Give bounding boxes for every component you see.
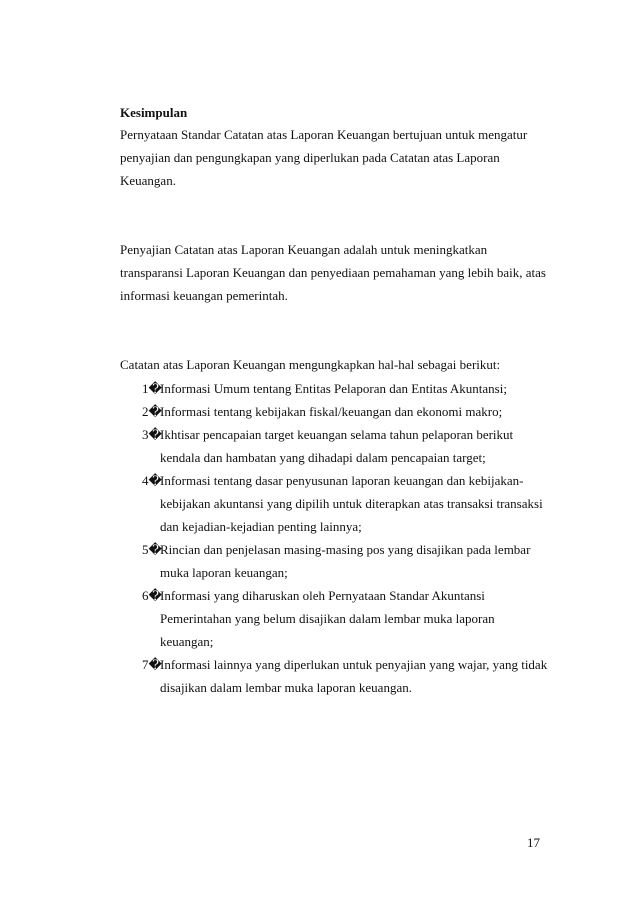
list-item: [142, 469, 562, 538]
list-item-number: 3�: [142, 427, 162, 442]
list-item-line: muka laporan keuangan;: [160, 565, 288, 580]
list-item-line: disajikan dalam lembar muka laporan keuangan.: [160, 680, 412, 695]
list-item-line: Informasi lainnya yang diperlukan untuk penyajian yang wajar, yang tidak: [160, 657, 548, 672]
list-item-number: 4�: [142, 473, 162, 488]
list-item-number: 2�: [142, 404, 162, 419]
paragraph-line: Catatan atas Laporan Keuangan mengungkapkan hal-hal sebagai berikut:: [120, 357, 501, 372]
list-item-line: Pemerintahan yang belum disajikan dalam lembar muka laporan: [160, 611, 495, 626]
list-item: [142, 400, 562, 423]
list-item-line: Informasi yang diharuskan oleh Pernyataan Standar Akuntansi: [160, 588, 485, 603]
list-item: [142, 538, 562, 584]
paragraph-list-intro: [120, 353, 560, 376]
paragraph-line: Penyajian Catatan atas Laporan Keuangan adalah untuk meningkatkan: [120, 242, 488, 257]
disclosure-list: [142, 377, 562, 699]
list-item: [142, 653, 562, 699]
paragraph-presentation: [120, 238, 560, 307]
list-item-line: Rincian dan penjelasan masing-masing pos yang disajikan pada lembar: [160, 542, 531, 557]
paragraph-line: transparansi Laporan Keuangan dan penyediaan pemahaman yang lebih baik, atas: [120, 265, 546, 280]
list-item-line: Informasi Umum tentang Entitas Pelaporan dan Entitas Akuntansi;: [160, 381, 507, 396]
list-item-number: 7�: [142, 657, 162, 672]
list-item-line: dan kejadian-kejadian penting lainnya;: [160, 519, 362, 534]
list-item-line: Informasi tentang kebijakan fiskal/keuangan dan ekonomi makro;: [160, 404, 503, 419]
paragraph-line: penyajian dan pengungkapan yang diperlukan pada Catatan atas Laporan: [120, 150, 500, 165]
list-item: [142, 584, 562, 653]
list-item-number: 5�: [142, 542, 162, 557]
list-item: [142, 377, 562, 400]
list-item-number: 6�: [142, 588, 162, 603]
paragraph-line: Pernyataan Standar Catatan atas Laporan Keuangan bertujuan untuk mengatur: [120, 127, 528, 142]
list-item-line: kendala dan hambatan yang dihadapi dalam pencapaian target;: [160, 450, 486, 465]
list-item-number: 1�: [142, 381, 162, 396]
list-item-line: kebijakan akuntansi yang dipilih untuk diterapkan atas transaksi transaksi: [160, 496, 543, 511]
section-heading: Kesimpulan: [120, 105, 188, 120]
list-item-line: Informasi tentang dasar penyusunan laporan keuangan dan kebijakan-: [160, 473, 524, 488]
paragraph-line: informasi keuangan pemerintah.: [120, 288, 288, 303]
paragraph-line: Keuangan.: [120, 173, 176, 188]
page-number: 17: [527, 835, 540, 850]
paragraph-purpose: [120, 123, 560, 192]
list-item-line: Ikhtisar pencapaian target keuangan selama tahun pelaporan berikut: [160, 427, 514, 442]
list-item: [142, 423, 562, 469]
list-item-line: keuangan;: [160, 634, 214, 649]
